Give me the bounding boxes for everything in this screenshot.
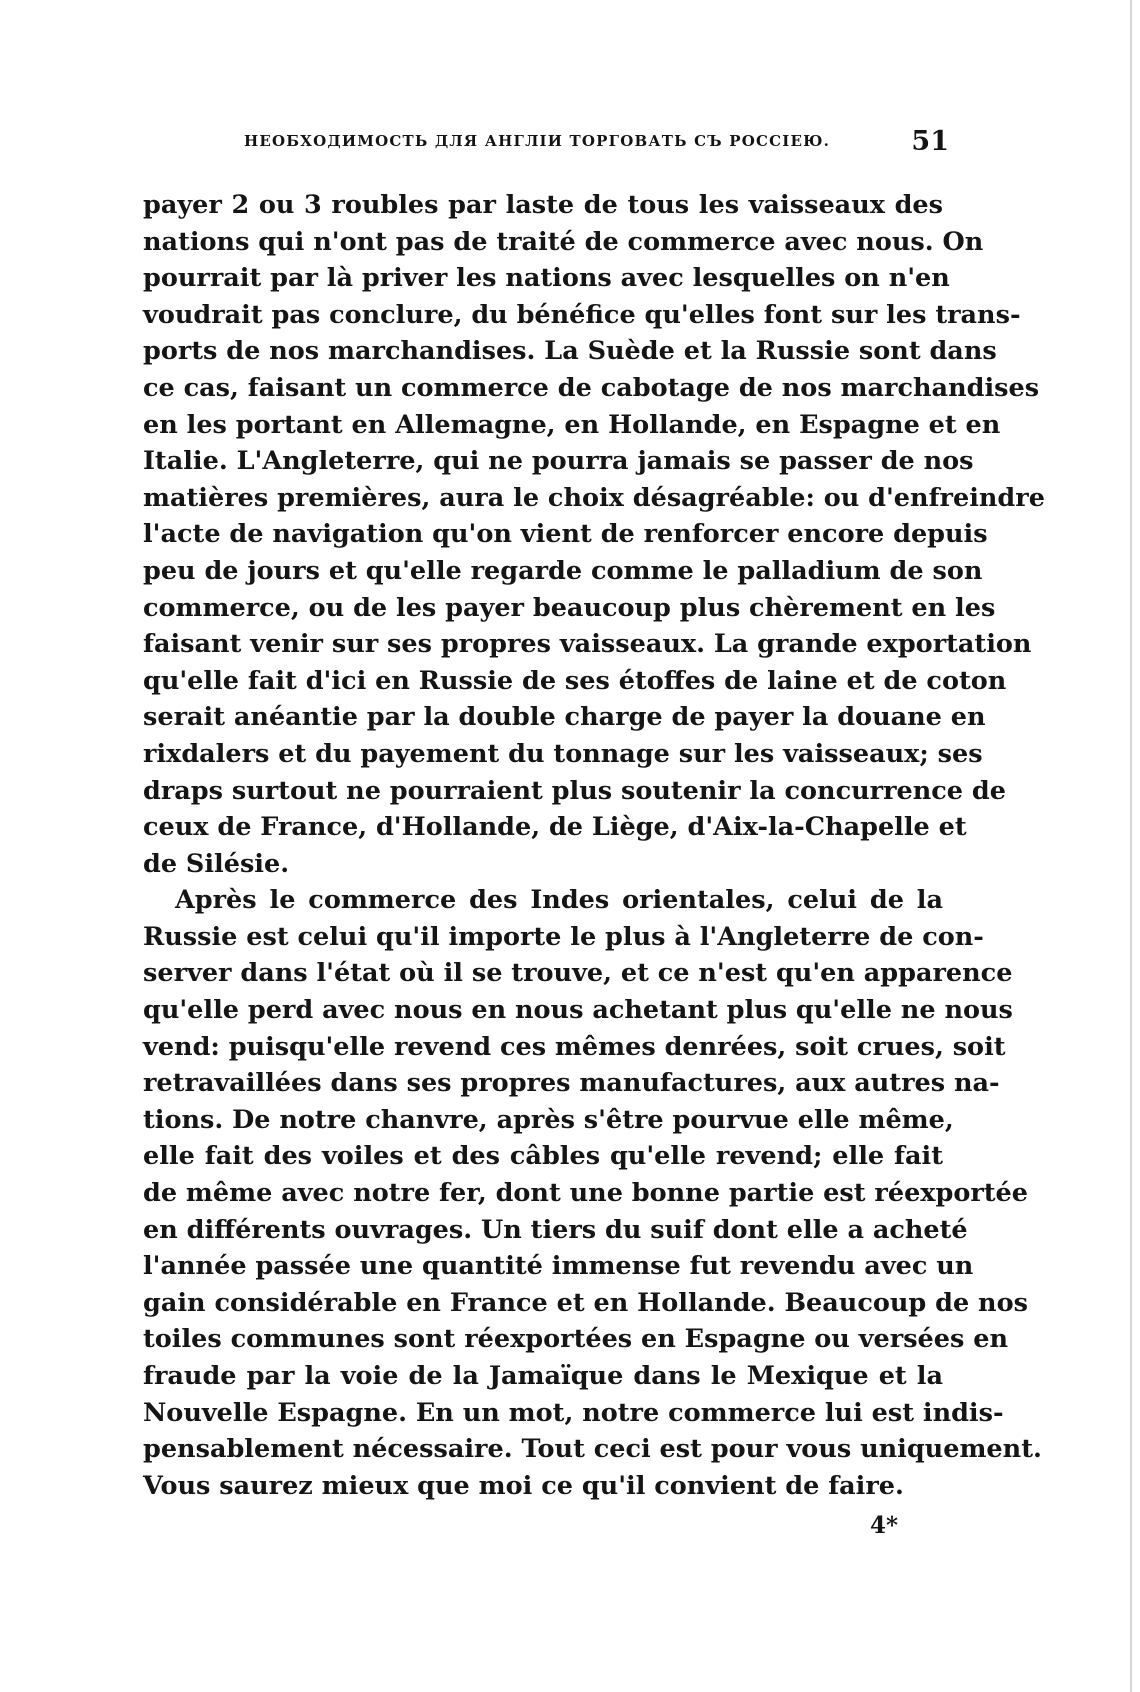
text-line: elle fait des voiles et des câbles qu'elle revend; elle fait [143, 1141, 943, 1172]
text-line: de Silésie. [143, 848, 290, 879]
paragraph-2 [143, 882, 1042, 1504]
text-body [143, 187, 1045, 1504]
text-line: en les portant en Allemagne, en Hollande, en Espagne et en [143, 409, 1001, 440]
text-line: serait anéantie par la double charge de payer la douane en [143, 702, 986, 733]
text-line: pourrait par là priver les nations avec lesquelles on n'en [143, 263, 950, 294]
text-line: draps surtout ne pourraient plus soutenir la concurrence de [143, 775, 1006, 806]
text-line: rixdalers et du payement du tonnage sur les vaisseaux; ses [143, 738, 983, 769]
text-line: gain considérable en France et en Hollande. Beaucoup de nos [143, 1287, 1028, 1318]
text-line: ports de nos marchandises. La Suède et la Russie sont dans [143, 336, 997, 367]
text-line: voudrait pas conclure, du bénéfice qu'elles font sur les trans- [143, 299, 1021, 330]
text-line: vend: puisqu'elle revend ces mêmes denrées, soit crues, soit [143, 1031, 1006, 1062]
text-line: Après le commerce des Indes orientales, celui de la [175, 885, 943, 916]
text-line: faisant venir sur ses propres vaisseaux. La grande exportation [143, 629, 1032, 660]
text-line: l'acte de navigation qu'on vient de renforcer encore depuis [143, 519, 988, 550]
text-line: de même avec notre fer, dont une bonne partie est réexportée [143, 1178, 1028, 1209]
text-line: l'année passée une quantité immense fut revendu avec un [143, 1251, 974, 1282]
text-line: commerce, ou de les payer beaucoup plus chèrement en les [143, 592, 996, 623]
running-title: НЕОБХОДИМОСТЬ ДЛЯ АНГЛІИ ТОРГОВАТЬ СЪ РОССІЕЮ. [244, 132, 831, 150]
text-line: Nouvelle Espagne. En un mot, notre commerce lui est indis- [143, 1397, 1004, 1428]
page-edge-rule [1130, 0, 1132, 1692]
text-line: qu'elle fait d'ici en Russie de ses étoffes de laine et de coton [143, 665, 1007, 696]
text-line: nations qui n'ont pas de traité de commerce avec nous. On [143, 226, 984, 257]
text-line: peu de jours et qu'elle regarde comme le palladium de son [143, 555, 983, 586]
text-line: Vous saurez mieux que moi ce qu'il convient de faire. [143, 1470, 904, 1501]
signature-mark: 4* [870, 1512, 899, 1539]
page-number: 51 [911, 126, 949, 157]
text-line: server dans l'état où il se trouve, et ce n'est qu'en apparence [143, 958, 1013, 989]
text-line: Russie est celui qu'il importe le plus à l'Angleterre de con- [143, 921, 984, 952]
running-header [244, 126, 961, 156]
text-line: fraude par la voie de la Jamaïque dans le Mexique et la [143, 1361, 943, 1391]
text-line: qu'elle perd avec nous en nous achetant plus qu'elle ne nous [143, 995, 1013, 1026]
paragraph-1 [143, 187, 1045, 882]
text-line: tions. De notre chanvre, après s'être pourvue elle même, [143, 1104, 954, 1135]
text-line: en différents ouvrages. Un tiers du suif dont elle a acheté [143, 1214, 968, 1245]
text-line: ceux de France, d'Hollande, de Liège, d'Aix-la-Chapelle et [143, 812, 967, 843]
text-line: matières premières, aura le choix désagréable: ou d'enfreindre [143, 482, 1045, 513]
text-line: Italie. L'Angleterre, qui ne pourra jamais se passer de nos [143, 446, 974, 477]
text-line: toiles communes sont réexportées en Espagne ou versées en [143, 1324, 1008, 1355]
text-line: pensablement nécessaire. Tout ceci est pour vous uniquement. [143, 1434, 1042, 1465]
text-line: retravaillées dans ses propres manufactures, aux autres na- [143, 1068, 1000, 1099]
text-line: payer 2 ou 3 roubles par laste de tous les vaisseaux des [143, 190, 943, 220]
text-line: ce cas, faisant un commerce de cabotage de nos marchandises [143, 372, 1040, 403]
